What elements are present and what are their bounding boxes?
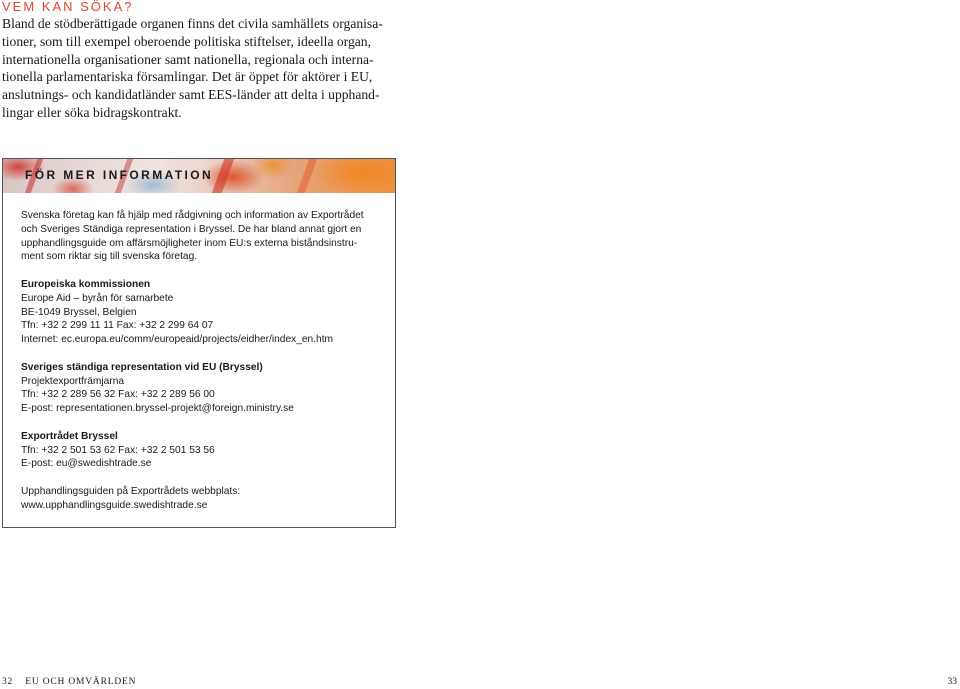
contact-name: Sveriges ständiga representation vid EU (Bryssel) xyxy=(21,361,263,373)
intro-line: anslutnings- och kandidatländer samt EES-länder att delta i upphand- xyxy=(2,87,380,103)
intro-line: Bland de stödberättigade organen finns det civila samhällets organisa- xyxy=(2,16,383,31)
info-intro-line: upphandlingsguide om affärsmöjligheter inom EU:s externa biståndsinstru- xyxy=(21,237,358,249)
contact-european-commission xyxy=(21,278,381,347)
contact-email[interactable]: E-post: eu@swedishtrade.se xyxy=(21,458,152,470)
intro-line: internationella organisationer samt nationella, regionala och interna- xyxy=(2,51,374,67)
info-intro-line: ment som riktar sig till svenska företag. xyxy=(21,251,198,263)
contact-line: Tfn: +32 2 299 11 11 Fax: +32 2 299 64 07 xyxy=(21,320,214,332)
contact-link[interactable]: Internet: ec.europa.eu/comm/europeaid/projects/eidher/index_en.htm xyxy=(21,334,334,346)
contact-line: BE-1049 Bryssel, Belgien xyxy=(21,306,137,318)
contact-name: Exportrådet Bryssel xyxy=(21,430,118,442)
contact-exportradet xyxy=(21,430,381,471)
contact-line: Europe Aid – byrån för samarbete xyxy=(21,292,174,304)
info-banner-image xyxy=(3,159,395,193)
info-intro-line: och Sveriges Ständiga representation i Bryssel. De har bland annat gjort en xyxy=(21,223,362,235)
contact-swedish-representation xyxy=(21,361,381,416)
intro-line: lingar eller söka bidragskontrakt. xyxy=(2,104,182,120)
guide-link[interactable]: www.upphandlingsguide.swedishtrade.se xyxy=(21,499,208,511)
info-box-title: FÖR MER INFORMATION xyxy=(25,168,214,182)
banner-stripe xyxy=(212,159,234,193)
running-title: EU OCH OMVÄRLDEN xyxy=(25,677,137,687)
page-number-left: 32 xyxy=(2,677,14,687)
info-box-body xyxy=(21,209,381,513)
guide-reference xyxy=(21,485,381,513)
guide-line: Upphandlingsguiden på Exportrådets webbplats: xyxy=(21,485,241,497)
intro-paragraph xyxy=(2,15,394,122)
page-number-right: 33 xyxy=(947,677,957,687)
footer-left xyxy=(2,677,136,687)
banner-stripe xyxy=(297,159,317,193)
contact-email[interactable]: E-post: representationen.bryssel-projekt@foreign.ministry.se xyxy=(21,403,294,415)
section-heading: VEM KAN SÖKA? xyxy=(2,0,134,14)
info-box xyxy=(2,158,396,528)
contact-line: Tfn: +32 2 501 53 62 Fax: +32 2 501 53 56 xyxy=(21,444,215,456)
contact-line: Projektexportfrämjarna xyxy=(21,375,125,387)
contact-line: Tfn: +32 2 289 56 32 Fax: +32 2 289 56 00 xyxy=(21,389,215,401)
intro-line: tionella parlamentariska församlingar. Det är öppet för aktörer i EU, xyxy=(2,69,373,85)
contact-name: Europeiska kommissionen xyxy=(21,278,151,290)
info-intro-line: Svenska företag kan få hjälp med rådgivning och information av Exportrådet xyxy=(21,210,364,221)
intro-line: tioner, som till exempel oberoende politiska stiftelser, ideella organ, xyxy=(2,33,371,49)
